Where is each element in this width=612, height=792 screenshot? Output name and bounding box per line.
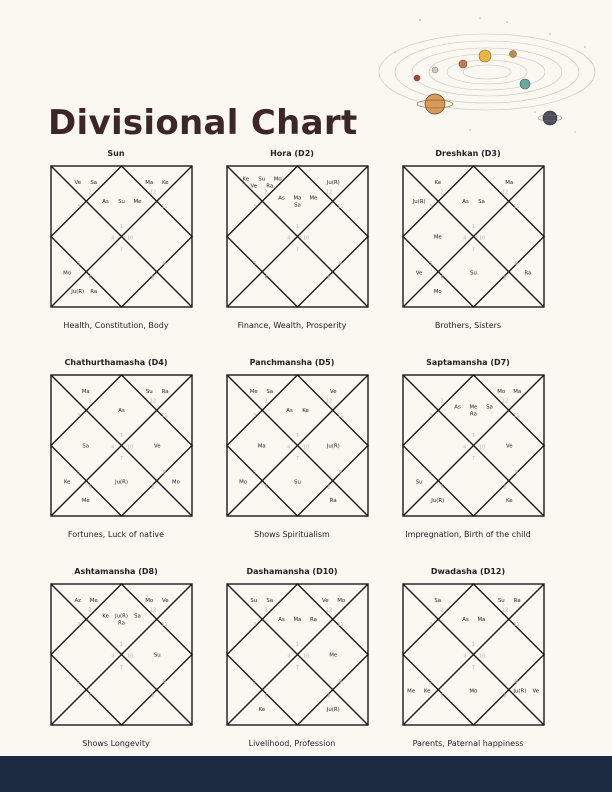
footer-bar: [0, 756, 612, 792]
kundli-chart: [50, 374, 193, 517]
chart-title: Hora (D2): [270, 149, 314, 158]
house-number: 10: [478, 235, 486, 242]
planet-label: Ra: [310, 616, 317, 623]
planet-label: Mo: [469, 688, 478, 695]
house-number: 3: [77, 621, 81, 628]
house-number: 10: [126, 235, 134, 242]
planet-label: Sa: [134, 613, 141, 620]
house-number: 9: [338, 261, 342, 268]
kundli-chart: [402, 583, 545, 726]
house-number: 12: [325, 607, 333, 614]
planet-label: Ke: [242, 176, 250, 183]
house-number: 4: [287, 444, 291, 451]
planet-label: As: [278, 195, 285, 202]
house-number: 4: [111, 653, 115, 660]
house-number: 2: [264, 398, 268, 405]
house-number: 1: [119, 432, 124, 439]
planet-label: Ma: [513, 389, 522, 396]
chart-title: Sun: [107, 149, 125, 158]
planet-label: Ve: [532, 688, 540, 695]
house-number: 11: [161, 621, 168, 628]
house-number: 10: [302, 444, 310, 451]
planet-label: Me: [433, 234, 442, 241]
chart-card: [393, 566, 543, 748]
planet-label: Mo: [63, 270, 72, 277]
house-number: 9: [338, 470, 342, 477]
planet-label: Ra: [470, 411, 477, 418]
planet-label: Ma: [505, 180, 514, 187]
planet-label: Sa: [266, 389, 274, 396]
house-number: 7: [471, 664, 476, 671]
house-number: 11: [513, 412, 520, 419]
planet-label: Ma: [145, 180, 154, 187]
house-number: 8: [327, 484, 331, 491]
planet-label: Ve: [161, 598, 169, 605]
house-number: 9: [514, 470, 518, 477]
planet-label: Ma: [477, 616, 486, 623]
planet-label: Me: [249, 389, 258, 396]
house-number: 12: [149, 398, 157, 405]
house-number: 2: [440, 398, 444, 405]
house-number: 12: [501, 189, 509, 196]
planet-label: Ra: [329, 497, 337, 504]
chart-caption: Fortunes, Luck of native: [67, 530, 165, 539]
house-number: 12: [501, 607, 509, 614]
house-number: 8: [327, 693, 331, 700]
planet-label: Su: [258, 176, 266, 183]
page-title: Divisional Chart: [48, 103, 358, 143]
house-number: 2: [88, 189, 92, 196]
planet-label: Sa: [294, 202, 301, 209]
planet-label: Az: [74, 598, 82, 605]
house-number: 9: [162, 679, 166, 686]
house-number: 3: [253, 621, 257, 628]
house-number: 12: [325, 398, 333, 405]
house-number: 9: [514, 679, 518, 686]
house-number: 4: [111, 444, 115, 451]
chart-caption: Brothers, Sisters: [434, 321, 502, 330]
house-number: 7: [119, 664, 124, 671]
house-number: 4: [111, 235, 115, 242]
planet-label: Mo: [145, 598, 154, 605]
house-number: 6: [440, 484, 444, 491]
house-number: 4: [287, 235, 291, 242]
planet-label: Ke: [505, 497, 513, 504]
house-number: 10: [126, 444, 134, 451]
chart-card: [41, 148, 191, 330]
planet-label: Mo: [239, 479, 248, 486]
house-number: 5: [77, 261, 81, 268]
house-number: 8: [151, 275, 155, 282]
kundli-chart: [50, 583, 193, 726]
house-number: 3: [253, 412, 257, 419]
house-number: 11: [337, 203, 344, 210]
planet-label: Mo: [171, 479, 180, 486]
house-number: 5: [429, 679, 433, 686]
house-number: 2: [440, 189, 444, 196]
planet-label: Ma: [81, 389, 90, 396]
chart-title: Panchmansha (D5): [249, 358, 335, 367]
house-number: 6: [264, 693, 268, 700]
house-number: 11: [513, 621, 520, 628]
planet-label: Su: [145, 389, 153, 396]
house-number: 8: [503, 693, 507, 700]
planet-label: As: [118, 407, 125, 414]
kundli-chart: [50, 165, 193, 308]
planet-label: Ma: [293, 616, 302, 623]
house-number: 9: [514, 261, 518, 268]
house-number: 11: [513, 203, 520, 210]
kundli-chart: [226, 583, 369, 726]
chart-card: [217, 357, 367, 539]
chart-card: [393, 148, 543, 330]
house-number: 1: [119, 641, 124, 648]
chart-card: [217, 566, 367, 748]
house-number: 3: [429, 203, 433, 210]
planet-label: Ve: [153, 443, 161, 450]
house-number: 2: [88, 607, 92, 614]
house-number: 2: [440, 607, 444, 614]
house-number: 3: [253, 203, 257, 210]
house-number: 10: [478, 444, 486, 451]
house-number: 5: [253, 470, 257, 477]
house-number: 11: [337, 412, 344, 419]
planet-label: As: [286, 407, 293, 414]
planet-label: Sa: [82, 443, 90, 450]
house-number: 7: [295, 664, 300, 671]
planet-label: Ju(R): [326, 180, 340, 187]
planet-label: Ju(R): [326, 706, 340, 713]
planet-label: As: [454, 404, 461, 411]
house-number: 10: [302, 235, 310, 242]
planet-label: Me: [407, 688, 416, 695]
house-number: 8: [151, 484, 155, 491]
planet-label: Ju(R): [71, 288, 85, 295]
planet-label: Ke: [258, 706, 266, 713]
planet-label: Me: [81, 497, 90, 504]
planet-label: Me: [469, 404, 478, 411]
house-number: 3: [429, 621, 433, 628]
planet-label: Su: [470, 270, 477, 277]
house-number: 1: [471, 641, 476, 648]
chart-card: [41, 566, 191, 748]
house-number: 12: [149, 607, 157, 614]
house-number: 6: [264, 275, 268, 282]
house-number: 4: [463, 653, 467, 660]
house-number: 9: [338, 679, 342, 686]
house-number: 12: [149, 189, 157, 196]
house-number: 2: [88, 398, 92, 405]
house-number: 5: [253, 679, 257, 686]
house-number: 5: [253, 261, 257, 268]
planet-label: Su: [497, 598, 505, 605]
planet-label: Me: [329, 652, 338, 659]
house-number: 3: [77, 203, 81, 210]
planet-label: Ke: [302, 407, 309, 414]
kundli-chart: [226, 165, 369, 308]
house-number: 8: [151, 693, 155, 700]
planet-label: Ra: [90, 288, 98, 295]
house-number: 7: [295, 246, 300, 253]
planet-label: Sa: [478, 198, 485, 205]
planet-label: Mo: [497, 389, 506, 396]
house-number: 6: [440, 275, 444, 282]
planet-label: As: [278, 616, 285, 623]
house-number: 3: [77, 412, 81, 419]
planet-label: Ma: [257, 443, 266, 450]
planet-label: Ju(R): [431, 497, 445, 504]
house-number: 4: [463, 235, 467, 242]
planet-label: Ra: [161, 389, 169, 396]
house-number: 8: [327, 275, 331, 282]
house-number: 6: [440, 693, 444, 700]
chart-caption: Finance, Wealth, Prosperity: [237, 321, 347, 330]
house-number: 10: [126, 653, 134, 660]
planet-label: Ve: [415, 270, 423, 277]
kundli-chart: [402, 374, 545, 517]
chart-title: Dwadasha (D12): [430, 567, 506, 576]
chart-caption: Impregnation, Birth of the child: [405, 530, 531, 539]
chart-title: Dreshkan (D3): [435, 149, 501, 158]
planet-label: As: [462, 616, 469, 623]
house-number: 12: [325, 189, 333, 196]
chart-card: [41, 357, 191, 539]
house-number: 5: [77, 679, 81, 686]
kundli-chart: [226, 374, 369, 517]
planet-label: Ra: [118, 620, 125, 627]
house-number: 1: [295, 641, 300, 648]
planet-label: As: [102, 198, 109, 205]
planet-label: Su: [294, 479, 301, 486]
planet-label: Ju(R): [513, 688, 527, 695]
planet-label: Ju(R): [115, 613, 128, 620]
planet-label: Su: [153, 652, 161, 659]
house-number: 7: [295, 455, 300, 462]
house-number: 1: [471, 432, 476, 439]
house-number: 11: [161, 412, 168, 419]
chart-caption: Livelihood, Profession: [248, 739, 336, 748]
chart-caption: Shows Spiritualism: [254, 530, 330, 539]
house-number: 7: [119, 455, 124, 462]
house-number: 7: [119, 246, 124, 253]
planet-label: Ju(R): [412, 198, 426, 205]
house-number: 6: [88, 275, 92, 282]
planet-label: Ke: [434, 180, 442, 187]
planet-label: Su: [118, 198, 125, 205]
solar-system-illustration: [375, 12, 600, 140]
house-number: 6: [264, 484, 268, 491]
chart-caption: Health, Constitution, Body: [63, 321, 169, 330]
planet-label: Ve: [321, 598, 329, 605]
planet-label: Mo: [337, 598, 346, 605]
house-number: 10: [302, 653, 310, 660]
chart-title: Saptamansha (D7): [426, 358, 510, 367]
planet-label: Ke: [423, 688, 431, 695]
house-number: 1: [471, 223, 476, 230]
house-number: 5: [429, 261, 433, 268]
house-number: 7: [471, 455, 476, 462]
house-number: 9: [162, 261, 166, 268]
house-number: 9: [162, 470, 166, 477]
kundli-chart: [402, 165, 545, 308]
planet-label: Ve: [505, 443, 513, 450]
planet-label: As: [462, 198, 469, 205]
planet-label: Me: [133, 198, 142, 205]
planet-label: Ke: [161, 180, 169, 187]
chart-title: Chathurthamasha (D4): [64, 358, 168, 367]
house-number: 4: [463, 444, 467, 451]
house-number: 11: [161, 203, 168, 210]
house-number: 10: [478, 653, 486, 660]
house-number: 6: [88, 693, 92, 700]
house-number: 7: [471, 246, 476, 253]
planet-label: Mo: [433, 288, 442, 295]
house-number: 8: [503, 275, 507, 282]
planet-label: Ke: [63, 479, 71, 486]
planet-label: Sa: [434, 598, 442, 605]
planet-label: Me: [89, 598, 98, 605]
house-number: 3: [429, 412, 433, 419]
planet-label: Ra: [266, 183, 274, 190]
house-number: 1: [295, 223, 300, 230]
house-number: 1: [119, 223, 124, 230]
house-number: 8: [503, 484, 507, 491]
house-number: 6: [88, 484, 92, 491]
house-number: 2: [264, 607, 268, 614]
planet-label: Ju(R): [326, 443, 340, 450]
planet-label: Sa: [266, 598, 274, 605]
house-number: 5: [429, 470, 433, 477]
planet-label: Ra: [513, 598, 521, 605]
chart-title: Ashtamansha (D8): [74, 567, 158, 576]
house-number: 2: [264, 189, 268, 196]
chart-caption: Shows Longevity: [82, 739, 150, 748]
chart-caption: Parents, Paternal happiness: [412, 739, 524, 748]
house-number: 12: [501, 398, 509, 405]
house-number: 1: [295, 432, 300, 439]
planet-label: Mo: [273, 176, 282, 183]
planet-label: Su: [415, 479, 423, 486]
planet-label: Su: [250, 598, 258, 605]
planet-label: Ve: [329, 389, 337, 396]
planet-label: Ve: [74, 180, 82, 187]
planet-label: Me: [309, 195, 318, 202]
planet-label: Ju(R): [115, 479, 128, 486]
house-number: 11: [337, 621, 344, 628]
house-number: 5: [77, 470, 81, 477]
planet-label: Ma: [293, 195, 302, 202]
planet-label: Ra: [524, 270, 532, 277]
planet-label: Ke: [102, 613, 109, 620]
planet-label: Sa: [486, 404, 493, 411]
planet-label: Ve: [250, 183, 258, 190]
chart-card: [217, 148, 367, 330]
chart-card: [393, 357, 543, 539]
planet-label: Sa: [90, 180, 98, 187]
chart-title: Dashamansha (D10): [246, 567, 338, 576]
house-number: 4: [287, 653, 291, 660]
